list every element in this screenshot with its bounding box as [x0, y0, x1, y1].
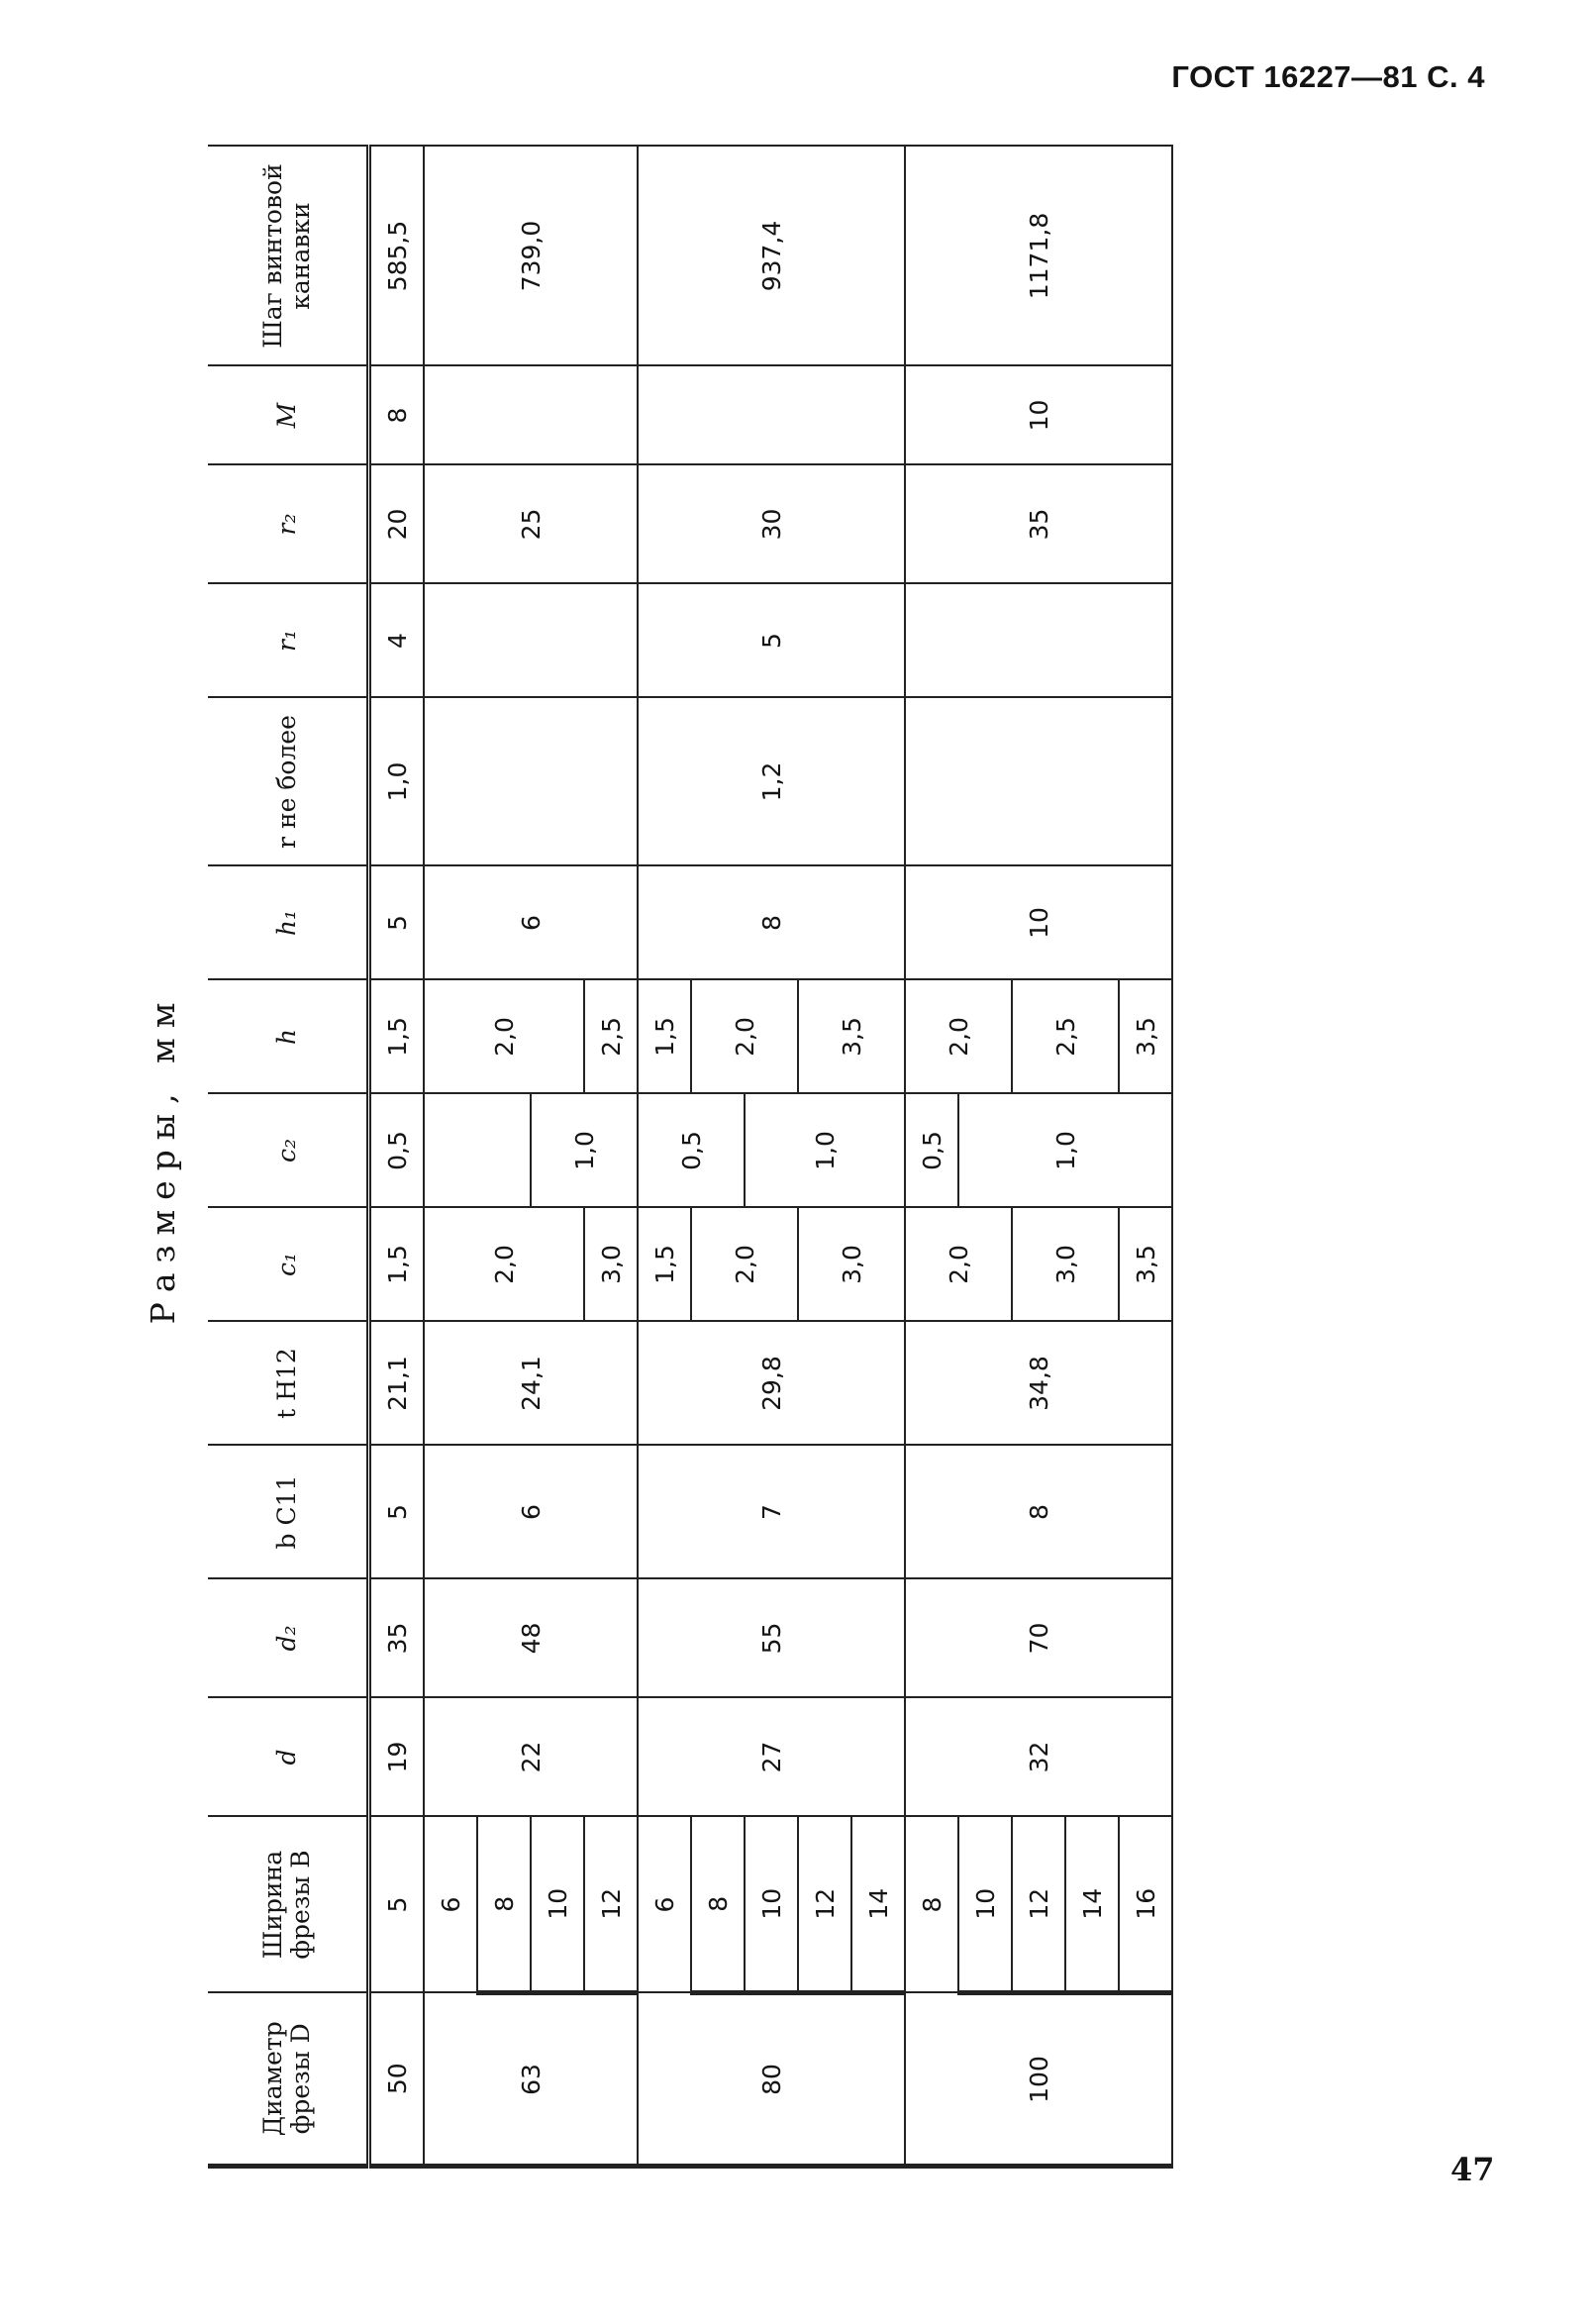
cell-d: 27 [638, 1698, 905, 1817]
cell-width: 8 [691, 1817, 745, 1993]
cell-pitch: 739,0 [424, 147, 638, 366]
cell-d2: 55 [638, 1579, 905, 1698]
cell-width: 10 [745, 1817, 798, 1993]
cell-width: 16 [1119, 1817, 1172, 1993]
cell-t: 34,8 [905, 1322, 1172, 1446]
cell-t: 29,8 [638, 1322, 905, 1446]
cell-c2: 1,0 [531, 1094, 638, 1208]
cell-t: 24,1 [424, 1322, 638, 1446]
cell-r2: 30 [638, 465, 905, 584]
cell-h: 2,0 [905, 980, 1012, 1094]
cell-d2: 35 [369, 1579, 425, 1698]
cell-c1: 3,0 [584, 1208, 638, 1322]
cell-c1: 2,0 [424, 1208, 584, 1322]
col-header-r1: r₁ [208, 584, 369, 698]
cell-width: 12 [798, 1817, 851, 1993]
cell-M [638, 366, 905, 465]
cell-h: 2,5 [1012, 980, 1119, 1094]
cell-h1: 8 [638, 866, 905, 980]
table-caption: Размеры, мм [144, 992, 182, 1325]
cell-width: 14 [1065, 1817, 1119, 1993]
cell-r [424, 698, 638, 866]
col-header-width: Ширина фрезы B [208, 1817, 369, 1993]
table-header-row [208, 147, 369, 2167]
cell-diameter: 100 [905, 1993, 1172, 2167]
table-row [905, 147, 958, 2167]
cell-width: 6 [638, 1817, 691, 1993]
cell-diameter: 50 [369, 1993, 425, 2167]
cell-c1: 1,5 [369, 1208, 425, 1322]
cell-r1 [905, 584, 1172, 698]
col-header-d2: d₂ [208, 1579, 369, 1698]
cell-d2: 70 [905, 1579, 1172, 1698]
cell-d2: 48 [424, 1579, 638, 1698]
cell-b: 6 [424, 1446, 638, 1579]
cell-c2: 0,5 [638, 1094, 745, 1208]
col-header-t: t H12 [208, 1322, 369, 1446]
cell-b: 5 [369, 1446, 425, 1579]
col-header-pitch: Шаг винтовой канавки [208, 147, 369, 366]
cell-width: 8 [905, 1817, 958, 1993]
cell-c1: 1,5 [638, 1208, 691, 1322]
cell-h: 2,0 [691, 980, 798, 1094]
cell-pitch: 1171,8 [905, 147, 1172, 366]
cell-t: 21,1 [369, 1322, 425, 1446]
cell-r [905, 698, 1172, 866]
cell-d: 22 [424, 1698, 638, 1817]
cell-r2: 25 [424, 465, 638, 584]
page-number: 47 [1450, 2151, 1495, 2188]
cell-width: 5 [369, 1817, 425, 1993]
cell-c1: 3,0 [798, 1208, 905, 1322]
cell-d: 19 [369, 1698, 425, 1817]
cell-width: 10 [958, 1817, 1012, 1993]
cell-h: 1,5 [369, 980, 425, 1094]
table-row [369, 147, 425, 2167]
cell-r: 1,2 [638, 698, 905, 866]
col-header-c2: c₂ [208, 1094, 369, 1208]
cell-width: 6 [424, 1817, 477, 1993]
cell-M [424, 366, 638, 465]
cell-c2 [424, 1094, 531, 1208]
cell-diameter: 63 [424, 1993, 638, 2167]
dimensions-table [208, 146, 1173, 2170]
cell-M: 8 [369, 366, 425, 465]
cell-r2: 20 [369, 465, 425, 584]
col-header-r: r не более [208, 698, 369, 866]
cell-c1: 2,0 [905, 1208, 1012, 1322]
document-header: ГОСТ 16227—81 С. 4 [1171, 59, 1485, 94]
col-header-b: b C11 [208, 1446, 369, 1579]
table-row [638, 147, 691, 2167]
col-header-d: d [208, 1698, 369, 1817]
cell-h: 1,5 [638, 980, 691, 1094]
cell-h: 2,0 [424, 980, 584, 1094]
cell-b: 7 [638, 1446, 905, 1579]
cell-width: 8 [477, 1817, 531, 1993]
cell-h: 2,5 [584, 980, 638, 1094]
col-header-M: M [208, 366, 369, 465]
cell-width: 12 [1012, 1817, 1065, 1993]
cell-c1: 3,5 [1119, 1208, 1172, 1322]
cell-c2: 1,0 [745, 1094, 905, 1208]
cell-c2: 0,5 [905, 1094, 958, 1208]
cell-width: 10 [531, 1817, 584, 1993]
cell-h: 3,5 [1119, 980, 1172, 1094]
cell-h1: 10 [905, 866, 1172, 980]
cell-h1: 6 [424, 866, 638, 980]
col-header-diameter: Диаметр фрезы D [208, 1993, 369, 2167]
cell-c2: 0,5 [369, 1094, 425, 1208]
cell-h1: 5 [369, 866, 425, 980]
col-header-r2: r₂ [208, 465, 369, 584]
cell-r2: 35 [905, 465, 1172, 584]
cell-diameter: 80 [638, 1993, 905, 2167]
col-header-h: h [208, 980, 369, 1094]
cell-r1 [424, 584, 638, 698]
cell-d: 32 [905, 1698, 1172, 1817]
cell-h: 3,5 [798, 980, 905, 1094]
cell-pitch: 585,5 [369, 147, 425, 366]
cell-r1: 5 [638, 584, 905, 698]
cell-b: 8 [905, 1446, 1172, 1579]
cell-pitch: 937,4 [638, 147, 905, 366]
cell-c1: 3,0 [1012, 1208, 1119, 1322]
rotated-table-area [129, 149, 1337, 2169]
cell-c1: 2,0 [691, 1208, 798, 1322]
col-header-c1: c₁ [208, 1208, 369, 1322]
cell-width: 12 [584, 1817, 638, 1993]
cell-width: 14 [851, 1817, 905, 1993]
cell-M: 10 [905, 366, 1172, 465]
col-header-h1: h₁ [208, 866, 369, 980]
cell-r: 1,0 [369, 698, 425, 866]
cell-r1: 4 [369, 584, 425, 698]
table-row [424, 147, 477, 2167]
cell-c2: 1,0 [958, 1094, 1172, 1208]
